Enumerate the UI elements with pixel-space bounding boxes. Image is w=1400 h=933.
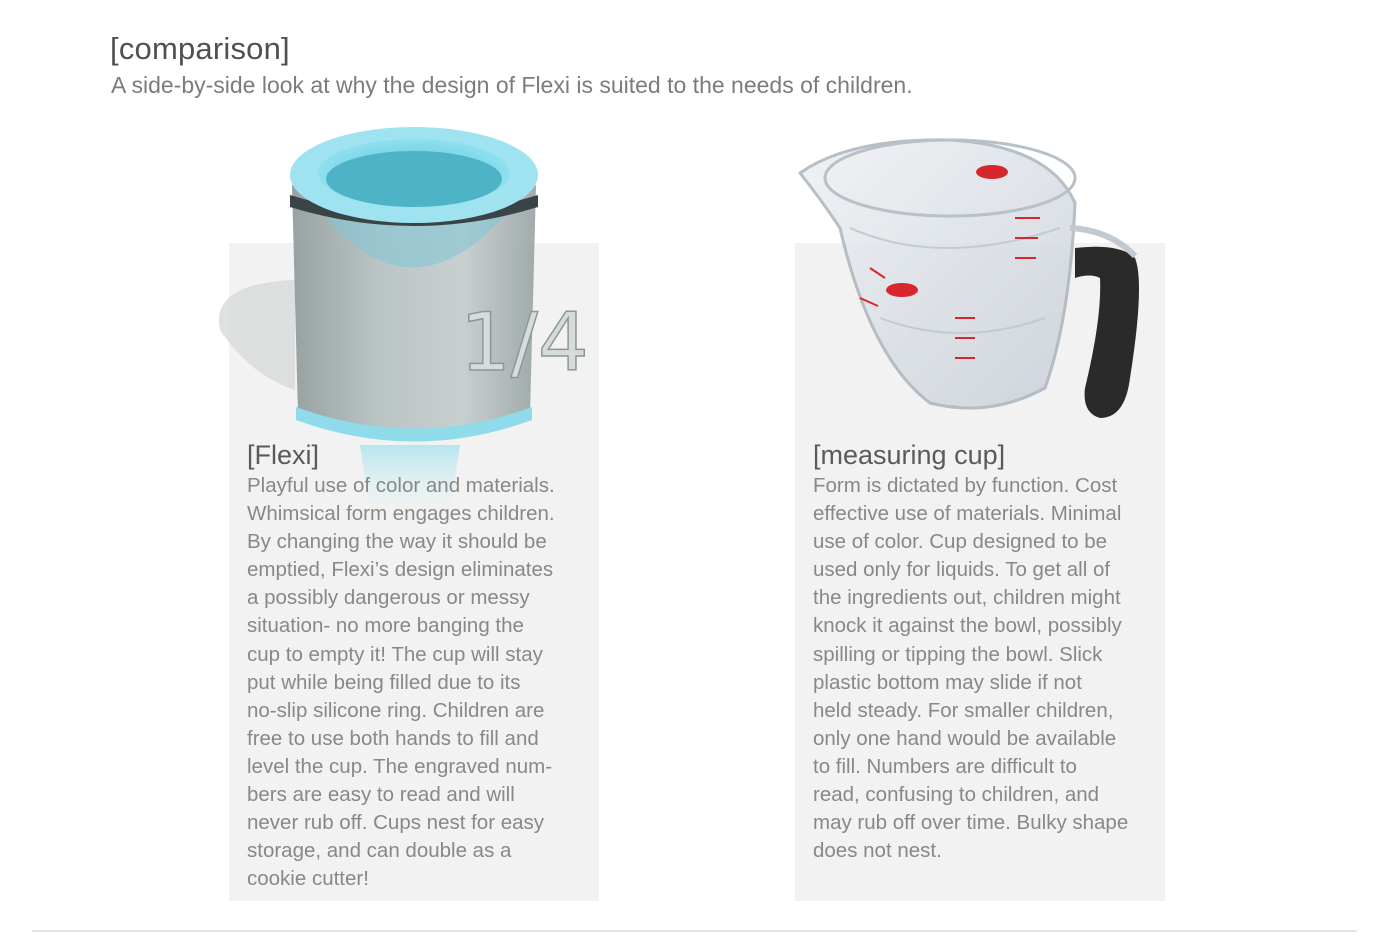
flexi-engraving: 1/4 [460, 296, 589, 389]
body-line: a possibly dangerous or messy [247, 586, 530, 610]
page-title: [comparison] [110, 31, 290, 66]
body-line: only one hand would be available [813, 726, 1117, 750]
body-line: no-slip silicone ring. Children are [247, 698, 545, 722]
body-line: read, confusing to children, and [813, 783, 1100, 807]
body-line: used only for liquids. To get all of [813, 558, 1111, 582]
body-line: knock it against the bowl, possibly [813, 614, 1122, 638]
body-line: plastic bottom may slide if not [813, 670, 1082, 694]
body-line: Playful use of color and materials. [247, 474, 555, 497]
body-line: spilling or tipping the bowl. Slick [813, 642, 1103, 666]
body-line: cup to empty it! The cup will stay [247, 642, 543, 666]
measuring-cup-description [813, 438, 1165, 865]
body-line: may rub off over time. Bulky shape [813, 811, 1129, 835]
body-line: Form is dictated by function. Cost [813, 474, 1118, 497]
body-line: use of color. Cup designed to be [813, 530, 1108, 554]
body-line: effective use of materials. Minimal [813, 502, 1122, 526]
measuring-cup-image [790, 118, 1180, 438]
body-line: By changing the way it should be [247, 530, 547, 554]
body-line: the ingredients out, children might [813, 586, 1121, 610]
body-line: does not nest. [813, 839, 942, 863]
body-line: situation- no more banging the [247, 614, 524, 638]
body-line: free to use both hands to fill and [247, 726, 539, 750]
body-line: Whimsical form engages children. [247, 502, 555, 526]
body-line: emptied, Flexi’s design eliminates [247, 558, 554, 582]
body-line: never rub off. Cups nest for easy [247, 811, 545, 835]
body-line: level the cup. The engraved num- [247, 754, 553, 778]
body-line: cookie cutter! [247, 867, 369, 891]
flexi-heading: [Flexi] [247, 440, 320, 470]
body-line: to fill. Numbers are difficult to [813, 754, 1077, 778]
measuring-cup-heading: [measuring cup] [813, 440, 1006, 470]
body-line: put while being filled due to its [247, 670, 521, 694]
measuring-cup-body-text [813, 472, 1165, 865]
body-line: storage, and can double as a [247, 839, 512, 863]
page-subtitle: A side-by-side look at why the design of Flexi is suited to the needs of children. [111, 72, 913, 98]
body-line: bers are easy to read and will [247, 783, 515, 807]
bottom-divider [32, 930, 1357, 932]
flexi-body-text [247, 472, 587, 893]
body-line: held steady. For smaller children, [813, 698, 1114, 722]
flexi-description [247, 438, 587, 893]
